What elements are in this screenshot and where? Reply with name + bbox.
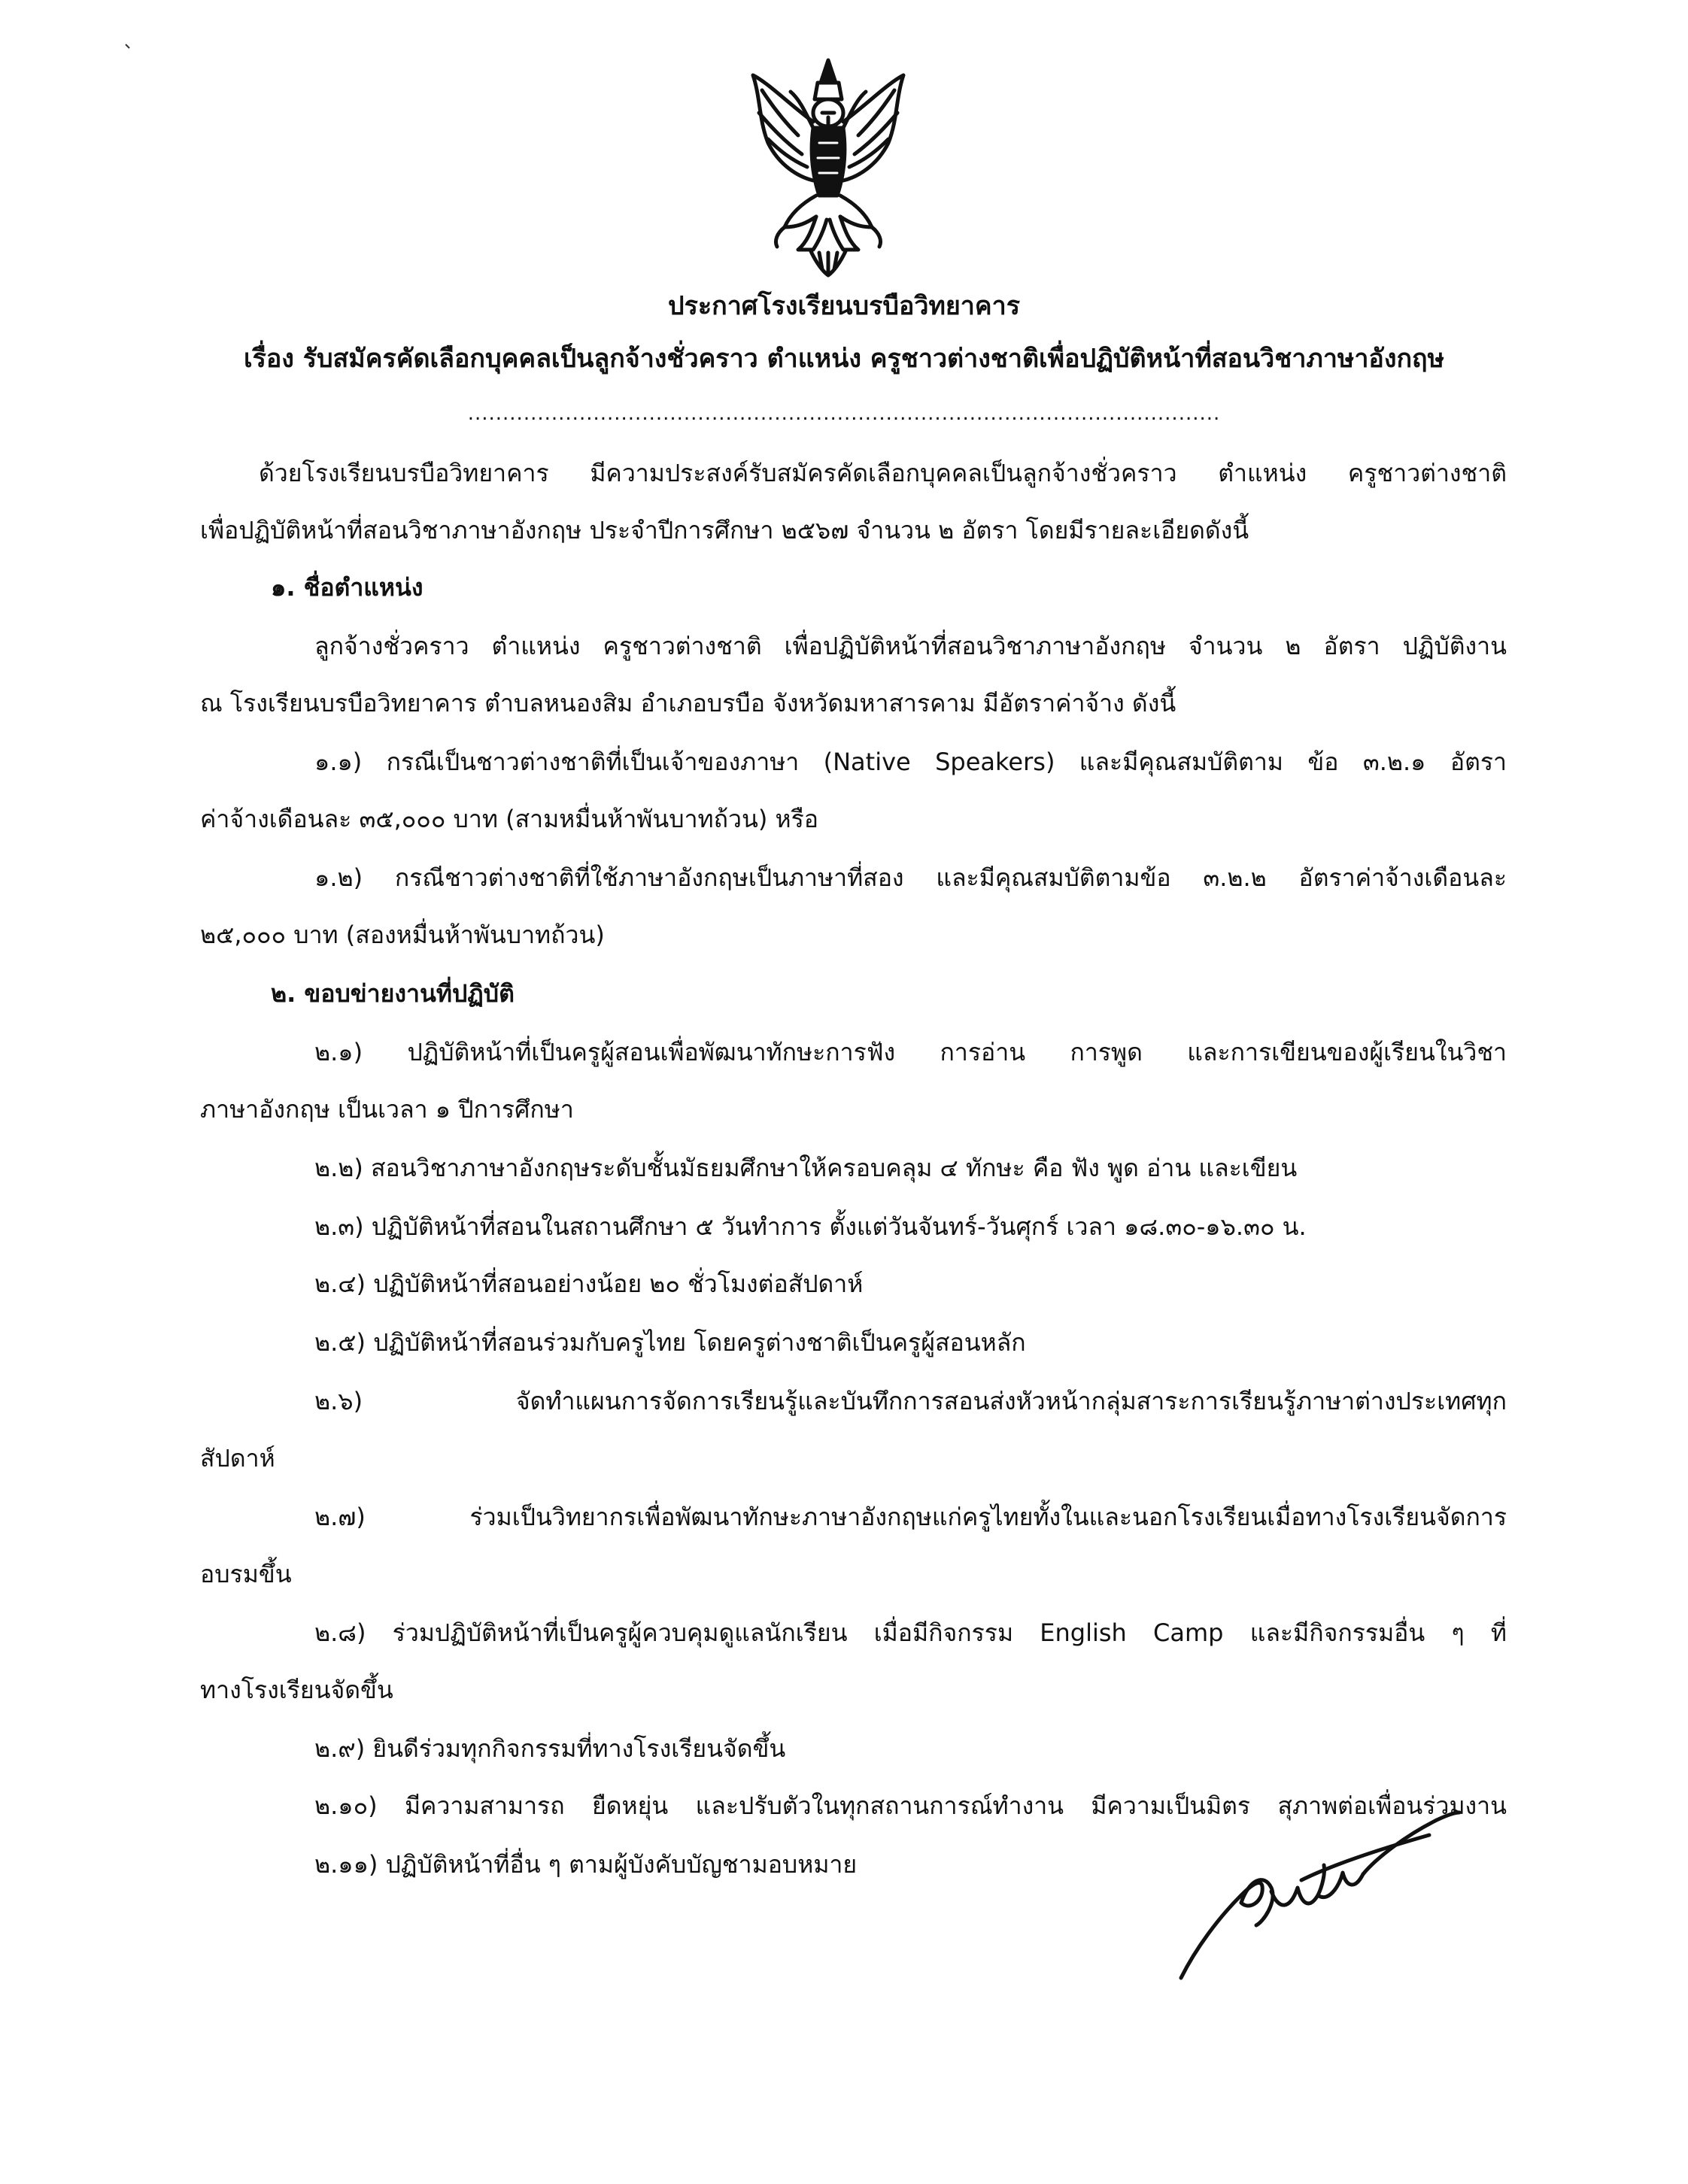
- title-separator: ............................................................................................................: [467, 402, 1221, 425]
- section-1-line: ลูกจ้างชั่วคราว ตำแหน่ง ครูชาวต่างชาติ เพื่อปฏิบัติหน้าที่สอนวิชาภาษาอังกฤษ จำนวน ๒ อัตรา ปฏิบัติงาน: [314, 632, 1507, 660]
- section-1-line: ๑.๒) กรณีชาวต่างชาติที่ใช้ภาษาอังกฤษเป็นภาษาที่สอง และมีคุณสมบัติตามข้อ ๓.๒.๒ อัตราค่าจ้างเดือนละ: [314, 863, 1507, 892]
- section-2-line: ๒.๔) ปฏิบัติหน้าที่สอนอย่างน้อย ๒๐ ชั่วโมงต่อสัปดาห์: [314, 1269, 864, 1298]
- section-1-heading: ๑. ชื่อตำแหน่ง: [271, 573, 424, 602]
- section-2-line: สัปดาห์: [200, 1444, 275, 1473]
- announcement-subject: เรื่อง รับสมัครคัดเลือกบุคคลเป็นลูกจ้างชั่วคราว ตำแหน่ง ครูชาวต่างชาติเพื่อปฏิบัติหน้าที่สอนวิชาภาษาอังกฤษ: [243, 344, 1445, 374]
- section-2-line: ๒.๕) ปฏิบัติหน้าที่สอนร่วมกับครูไทย โดยครูต่างชาติเป็นครูผู้สอนหลัก: [314, 1328, 1026, 1357]
- section-2-line: ๒.๖) จัดทำแผนการจัดการเรียนรู้และบันทึกการสอนส่งหัวหน้ากลุ่มสาระการเรียนรู้ภาษาต่างประเทศทุก: [314, 1387, 1507, 1415]
- section-2-line: ๒.๒) สอนวิชาภาษาอังกฤษระดับชั้นมัธยมศึกษาให้ครอบคลุม ๔ ทักษะ คือ ฟัง พูด อ่าน และเขียน: [314, 1154, 1298, 1182]
- section-2-line: ๒.๘) ร่วมปฏิบัติหน้าที่เป็นครูผู้ควบคุมดูแลนักเรียน เมื่อมีกิจกรรม English Camp และมีกิจกรรมอื่น ๆ ที่: [314, 1618, 1507, 1647]
- section-2-line: ทางโรงเรียนจัดขึ้น: [200, 1676, 393, 1704]
- section-1-line: ๑.๑) กรณีเป็นชาวต่างชาติที่เป็นเจ้าของภาษา (Native Speakers) และมีคุณสมบัติตาม ข้อ ๓.๒.๑ อัตรา: [314, 748, 1507, 776]
- section-2-line: ๒.๑๐) มีความสามารถ ยืดหยุ่น และปรับตัวในทุกสถานการณ์ทำงาน มีความเป็นมิตร สุภาพต่อเพื่อนร่วมงาน: [314, 1791, 1507, 1820]
- announcement-title: ประกาศโรงเรียนบรบือวิทยาคาร: [668, 291, 1020, 321]
- section-2-line: ๒.๓) ปฏิบัติหน้าที่สอนในสถานศึกษา ๕ วันทำการ ตั้งแต่วันจันทร์-วันศุกร์ เวลา ๑๘.๓๐-๑๖.๓๐ น.: [314, 1212, 1307, 1241]
- garuda-emblem-icon: [738, 53, 918, 278]
- section-2-line: อบรมขึ้น: [200, 1560, 292, 1588]
- section-2-heading: ๒. ขอบข่ายงานที่ปฏิบัติ: [271, 979, 515, 1008]
- section-2-line: ภาษาอังกฤษ เป็นเวลา ๑ ปีการศึกษา: [200, 1095, 574, 1124]
- intro-line-1: ด้วยโรงเรียนบรบือวิทยาคาร มีความประสงค์รับสมัครคัดเลือกบุคคลเป็นลูกจ้างชั่วคราว ตำแหน่ง ครูชาวต่างชาติ: [259, 459, 1507, 487]
- scan-mark: [125, 44, 131, 50]
- intro-line-2: เพื่อปฏิบัติหน้าที่สอนวิชาภาษาอังกฤษ ประจำปีการศึกษา ๒๕๖๗ จำนวน ๒ อัตรา โดยมีรายละเอียดดังนี้: [200, 516, 1249, 544]
- section-1-line: ๒๕,๐๐๐ บาท (สองหมื่นห้าพันบาทถ้วน): [200, 921, 605, 949]
- section-1-line: ณ โรงเรียนบรบือวิทยาคาร ตำบลหนองสิม อำเภอบรบือ จังหวัดมหาสารคาม มีอัตราค่าจ้าง ดังนี้: [200, 689, 1176, 717]
- section-1-line: ค่าจ้างเดือนละ ๓๕,๐๐๐ บาท (สามหมื่นห้าพันบาทถ้วน) หรือ: [200, 805, 818, 833]
- section-2-line: ๒.๗) ร่วมเป็นวิทยากรเพื่อพัฒนาทักษะภาษาอังกฤษแก่ครูไทยทั้งในและนอกโรงเรียนเมื่อทางโรงเรียนจัดการ: [314, 1503, 1507, 1531]
- section-2-line: ๒.๑๑) ปฏิบัติหน้าที่อื่น ๆ ตามผู้บังคับบัญชามอบหมาย: [314, 1850, 858, 1879]
- handwritten-signature-icon: [1151, 1790, 1467, 1985]
- section-2-line: ๒.๙) ยินดีร่วมทุกกิจกรรมที่ทางโรงเรียนจัดขึ้น: [314, 1734, 786, 1763]
- section-2-line: ๒.๑) ปฏิบัติหน้าที่เป็นครูผู้สอนเพื่อพัฒนาทักษะการฟัง การอ่าน การพูด และการเขียนของผู้เรียนในวิชา: [314, 1038, 1507, 1066]
